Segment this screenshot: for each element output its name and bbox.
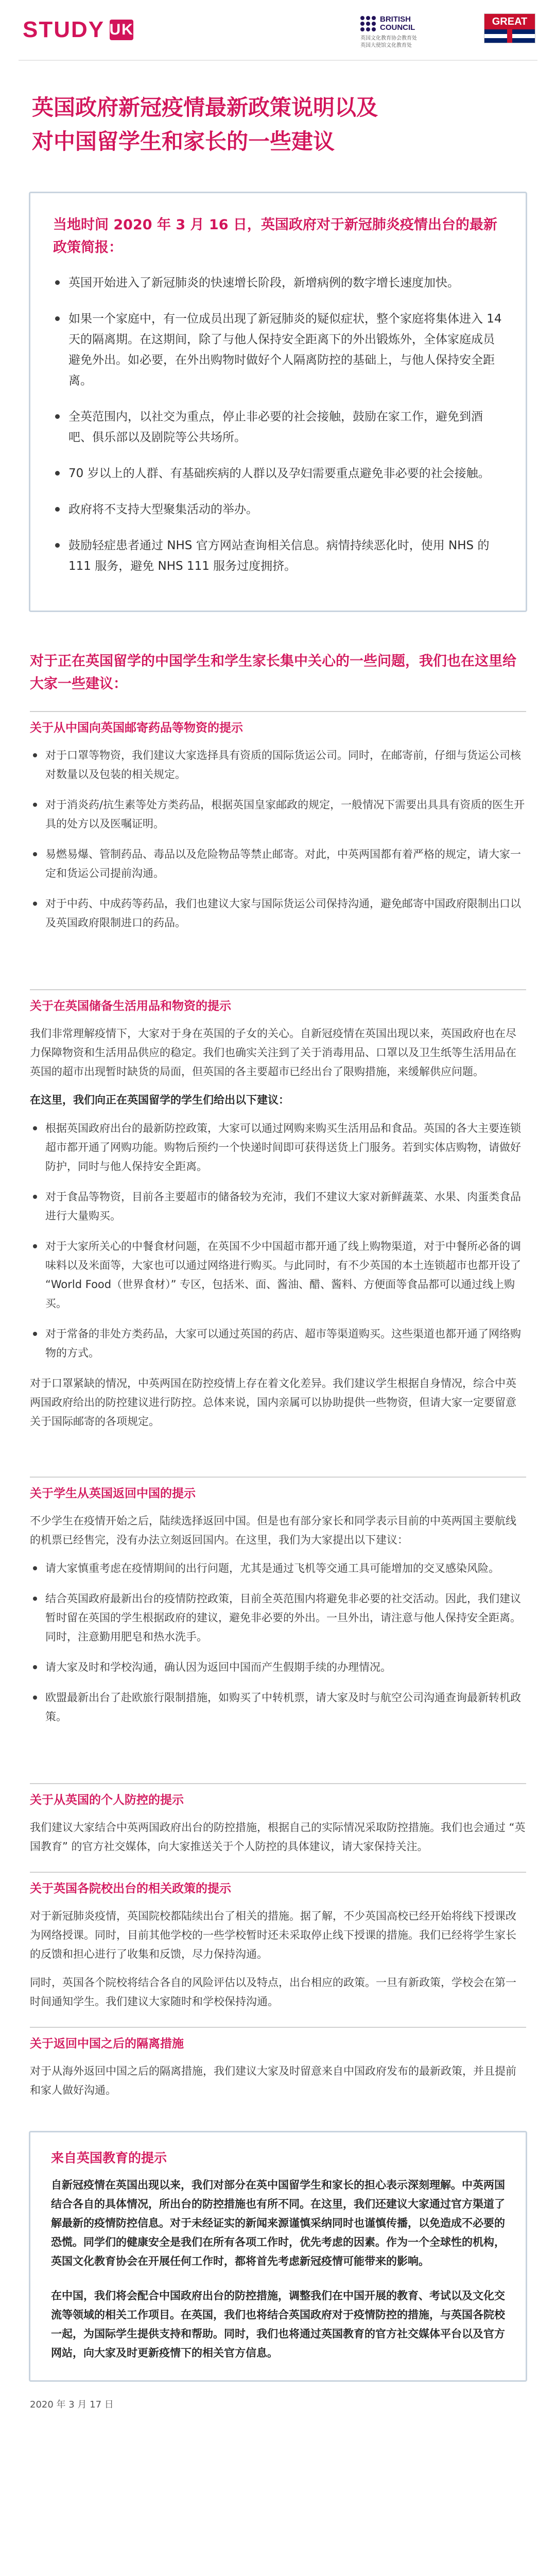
topic-personal-protection — [30, 1783, 526, 1809]
notice-item: 政府将不支持大型聚集活动的举办。 — [53, 499, 503, 520]
paragraph: 同时，英国各个院校将结合各自的风险评估以及特点，出台相应的政策。一旦有新政策，学校会在第一时间通知学生。我们建议大家随时和学校保持沟通。 — [30, 1976, 516, 2008]
advice-intro: 对于正在英国留学的中国学生和学生家长集中关心的一些问题，我们也在这里给大家一些建议： — [30, 653, 516, 692]
list-item: 欧盟最新出台了赴欧旅行限制措施，如购买了中转机票，请大家及时与航空公司沟通查询最新转机政策。 — [30, 1688, 526, 1726]
notice-heading: 当地时间 2020 年 3 月 16 日，英国政府对于新冠肺炎疫情出台的最新政策简报： — [53, 217, 497, 256]
topic-heading: 关于从英国的个人防控的提示 — [30, 1793, 184, 1807]
bc-sub-line1: 英国文化教育协会教育处 — [360, 36, 417, 41]
bc-sub-line2: 英国大使馆文化教育处 — [360, 43, 412, 48]
logo-text: STUDY — [23, 17, 105, 42]
list-item: 对于中药、中成药等药品，我们也建议大家与国际货运公司保持沟通，避免邮寄中国政府限制出口以及英国政府限制进口的药品。 — [30, 894, 526, 933]
logo-uk-badge: UK — [110, 20, 133, 40]
mailing-tips-list — [30, 746, 526, 933]
notice-item: 70 岁以上的人群、有基础疾病的人群以及孕妇需要重点避免非必要的社会接触。 — [53, 463, 503, 484]
bc-name-line1: BRITISH — [380, 15, 411, 24]
box-paragraph: 自新冠疫情在英国出现以来，我们对部分在英中国留学生和家长的担心表示深刻理解。中英两国结合各自的具体情况，所出台的防控措施也有所不同。在这里，我们还建议大家通过官方渠道了解最新的疫情防控信息。对于未经证实的新闻来源谨慎采纳同时也谨慎传播，以免造成不必要的恐慌。同学们的健康安全是我们在所有各项工作时，优先考虑的因素。作为一个全球性的机构，英国文化教育协会在开展任何工作时，都将首先考虑新冠疫情可能带来的影响。 — [51, 2179, 505, 2267]
paragraph: 对于口罩紧缺的情况，中英两国在防控疫情上存在着文化差异。我们建议学生根据自身情况，综合中英两国政府给出的防控建议进行防控。总体来说，国内亲属可以协助提供一些物资，但请大家一定要留意关于国际邮寄的各项规定。 — [30, 1377, 516, 1428]
topic-returning-to-china — [30, 1477, 526, 1502]
topic-heading: 关于在英国储备生活用品和物资的提示 — [30, 999, 231, 1013]
topic-stocking-supplies — [30, 989, 526, 1015]
stocking-tips-list — [30, 1119, 526, 1363]
title-line1: 英国政府新冠疫情最新政策说明以及 — [32, 95, 378, 120]
notice-item: 全英范围内，以社交为重点，停止非必要的社会接触，鼓励在家工作，避免到酒吧、俱乐部以及剧院等公共场所。 — [53, 406, 503, 448]
paragraph: 不少学生在疫情开始之后，陆续选择返回中国。但是也有部分家长和同学表示目前的中英两国主要航线的机票已经售完，没有办法立刻返回国内。在这里，我们为大家提出以下建议： — [30, 1515, 516, 1546]
notice-item: 英国开始进入了新冠肺炎的快速增长阶段，新增病例的数字增长速度加快。 — [53, 273, 503, 293]
list-item: 对于食品等物资，目前各主要超市的储备较为充沛，我们不建议大家对新鲜蔬菜、水果、肉蛋类食品进行大量购买。 — [30, 1188, 526, 1226]
british-council-logo[interactable] — [360, 15, 474, 49]
page-title — [0, 61, 556, 159]
paragraph: 对于从海外返回中国之后的隔离措施，我们建议大家及时留意来自中国政府发布的最新政策，并且提前和家人做好沟通。 — [30, 2065, 516, 2096]
british-council-dots-icon — [360, 16, 376, 31]
notice-item: 鼓励轻症患者通过 NHS 官方网站查询相关信息。病情持续恶化时，使用 NHS 的 111 服务，避免 NHS 111 服务过度拥挤。 — [53, 535, 503, 577]
list-item: 请大家及时和学校沟通，确认因为返回中国而产生假期手续的办理情况。 — [30, 1658, 526, 1677]
box-paragraph: 在中国，我们将会配合中国政府出台的防控措施，调整我们在中国开展的教育、考试以及文化交流等领域的相关工作项目。在英国，我们也将结合英国政府对于疫情防控的措施，与英国各院校一起，为国际学生提供支持和帮助。同时，我们也将通过英国教育的官方社交媒体平台以及官方网站，向大家及时更新疫情下的相关官方信息。 — [51, 2290, 505, 2359]
paragraph-bold: 在这里，我们向正在英国留学的学生们给出以下建议： — [30, 1094, 289, 1106]
topic-heading: 关于从中国向英国邮寄药品等物资的提示 — [30, 721, 243, 735]
title-line2: 对中国留学生和家长的一些建议 — [32, 129, 335, 154]
list-item: 对于口罩等物资，我们建议大家选择具有资质的国际货运公司。同时，在邮寄前，仔细与货运公司核对数量以及包装的相关规定。 — [30, 746, 526, 784]
returning-tips-list — [30, 1559, 526, 1726]
study-uk-message-box — [29, 2131, 527, 2382]
great-campaign-logo[interactable] — [484, 13, 535, 43]
topic-heading: 关于英国各院校出台的相关政策的提示 — [30, 1882, 231, 1895]
topic-mailing-supplies — [30, 711, 526, 737]
paragraph: 对于新冠肺炎疫情，英国院校都陆续出台了相关的措施。据了解，不少英国高校已经开始将线下授课改为网络授课。同时，目前其他学校的一些学校暂时还未采取停止线下授课的措施。我们已经将学生家长的反馈和担心进行了收集和反馈，尽力保持沟通。 — [30, 1910, 516, 1960]
bc-name-line2: COUNCIL — [380, 23, 415, 32]
list-item: 结合英国政府最新出台的疫情防控政策，目前全英范围内将避免非必要的社交活动。因此，我们建议暂时留在英国的学生根据政府的建议，避免非必要的外出。一旦外出，请注意与他人保持安全距离。同时，注意勤用肥皂和热水洗手。 — [30, 1589, 526, 1647]
union-flag-icon — [484, 29, 535, 43]
study-uk-logo[interactable] — [23, 17, 133, 43]
header — [0, 0, 556, 60]
great-label: GREAT — [484, 14, 535, 29]
publish-date: 2020 年 3 月 17 日 — [30, 2399, 114, 2410]
list-item: 对于消炎药/抗生素等处方类药品，根据英国皇家邮政的规定，一般情况下需要出具具有资质的医生开具的处方以及医嘱证明。 — [30, 795, 526, 834]
list-item: 请大家慎重考虑在疫情期间的出行问题，尤其是通过飞机等交通工具可能增加的交叉感染风险。 — [30, 1559, 526, 1578]
list-item: 对于常备的非处方类药品，大家可以通过英国的药店、超市等渠道购买。这些渠道也都开通了网络购物的方式。 — [30, 1325, 526, 1363]
paragraph: 我们非常理解疫情下，大家对于身在英国的子女的关心。自新冠疫情在英国出现以来，英国政府也在尽力保障物资和生活用品供应的稳定。我们也确实关注到了关于消毒用品、口罩以及卫生纸等生活用品在英国的超市出现暂时缺货的局面，但英国的各主要超市已经出台了限购措施，来缓解供应问题。 — [30, 1027, 516, 1078]
topic-heading: 关于返回中国之后的隔离措施 — [30, 2037, 184, 2050]
topic-heading: 关于学生从英国返回中国的提示 — [30, 1487, 196, 1500]
topic-university-policies — [30, 1872, 526, 1897]
topic-quarantine-after-return — [30, 2027, 526, 2053]
paragraph: 我们建议大家结合中英两国政府出台的防控措施，根据自己的实际情况采取防控措施。我们也会通过 “英国教育” 的官方社交媒体，向大家推送关于个人防控的具体建议，请大家保持关注。 — [30, 1821, 526, 1853]
list-item: 易燃易爆、管制药品、毒品以及危险物品等禁止邮寄。对此，中英两国都有着严格的规定，请大家一定和货运公司提前沟通。 — [30, 845, 526, 883]
list-item: 根据英国政府出台的最新防控政策，大家可以通过网购来购买生活用品和食品。英国的各大主要连锁超市都开通了网购功能。购物后预约一个快递时间即可获得送货上门服务。若到实体店购物，请做好防护，同时与他人保持安全距离。 — [30, 1119, 526, 1176]
list-item: 对于大家所关心的中餐食材问题，在英国不少中国超市都开通了线上购物渠道，对于中餐所必备的调味料以及米面等，大家也可以通过网络进行购买。与此同时，有不少英国的本土连锁超市也都开设了 “World Food（世界食材）” 专区，包括米、面、酱油、醋、酱料、方便面等食品都可以通过线上购买。 — [30, 1237, 526, 1313]
notice-item: 如果一个家庭中，有一位成员出现了新冠肺炎的疑似症状，整个家庭将集体进入 14 天的隔离期。在这期间，除了与他人保持安全距离下的外出锻炼外，全体家庭成员避免外出。如必要，在外出购物时做好个人隔离防控的基础上，与他人保持安全距离。 — [53, 309, 503, 391]
policy-notice-box — [29, 192, 527, 612]
notice-list — [53, 273, 503, 577]
box-heading: 来自英国教育的提示 — [51, 2150, 167, 2165]
